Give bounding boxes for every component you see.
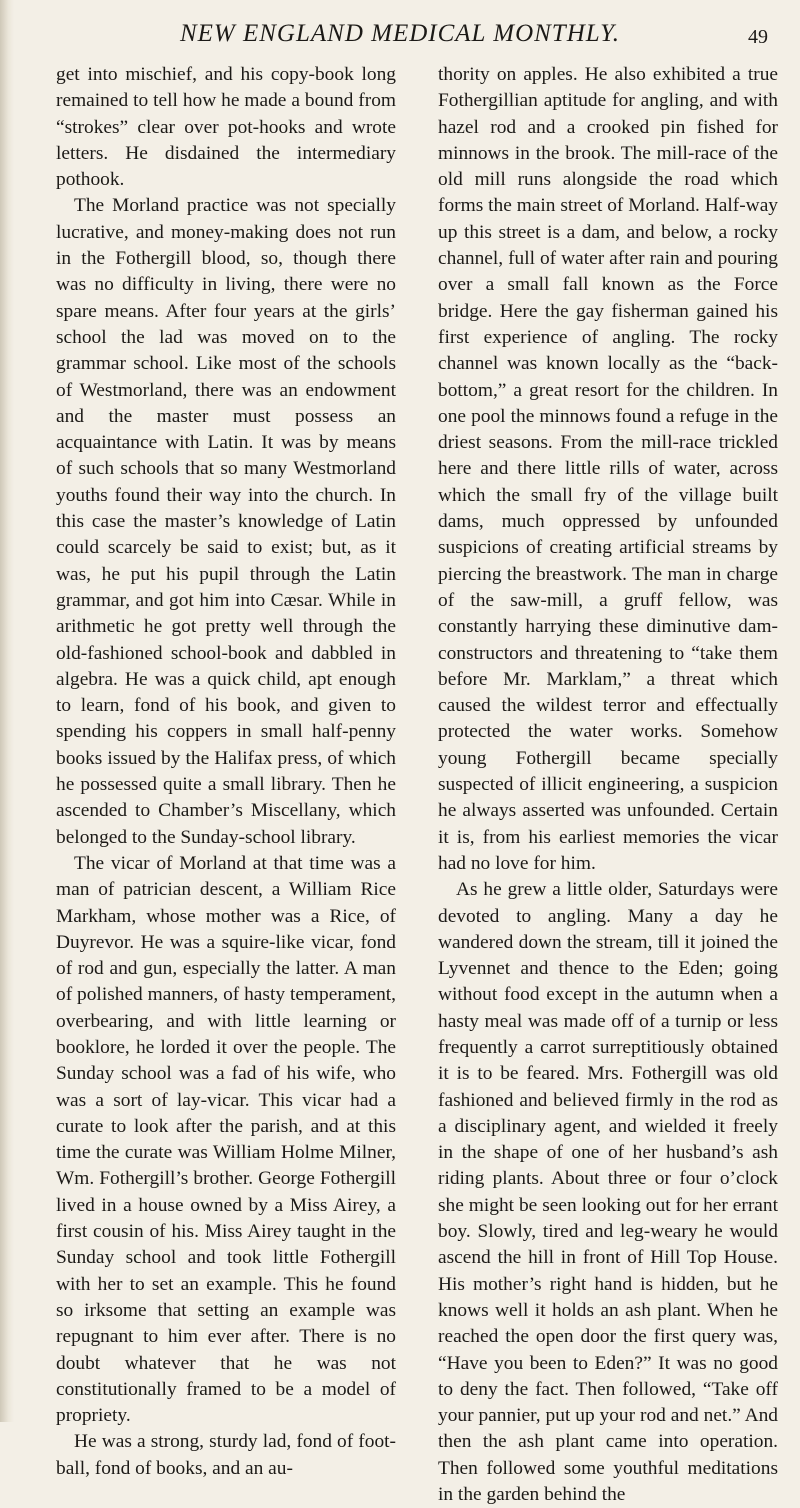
paragraph: He was a strong, sturdy lad, fond of foot-ball, fond of books, and an au- (56, 1431, 396, 1479)
page-number: 49 (748, 26, 768, 48)
right-column (438, 62, 778, 1508)
paragraph: get into mischief, and his copy-book long remained to tell how he made a bound from “strokes” clear over pot-hooks and wrote letters. He disdained the intermediary pothook. (56, 64, 396, 191)
paragraph: The Morland practice was not specially lucrative, and money-making does not run in the Fothergill blood, so, though there was no difficulty in living, there were no spare means. After four years at the girls’ school the lad was moved on to the grammar school. Like most of the schools of Westmorland, there was an endowment and the master must possess an acquaintance with Latin. It was by means of such schools that so many Westmorland youths found their way into the church. In this case the master’s knowledge of Latin could scarcely be said to exist; but, as it was, he put his pupil through the Latin grammar, and got him into Cæsar. While in arithmetic he got pretty well through the old-fashioned school-book and dabbled in algebra. He was a quick child, apt enough to learn, fond of his book, and given to spending his coppers in small half-penny books issued by the Halifax press, of which he possessed quite a small library. Then he ascended to Chamber’s Miscellany, which belonged to the Sunday-school library. (56, 195, 396, 848)
page-header (0, 20, 800, 60)
paragraph: The vicar of Morland at that time was a man of patrician descent, a William Rice Markham, whose mother was a Rice, of Duyrevor. He was a squire-like vicar, fond of rod and gun, especially the latter. A man of polished manners, of hasty temperament, overbearing, and with little learning or booklore, he lorded it over the people. The Sunday school was a fad of his wife, who was a sort of lay-vicar. This vicar had a curate to look after the parish, and at this time the curate was William Holme Milner, Wm. Fothergill’s brother. George Fothergill lived in a house owned by a Miss Airey, a first cousin of his. Miss Airey taught in the Sunday school and took little Fothergill with her to set an example. This he found so irksome that setting an example was repugnant to him ever after. There is no doubt whatever that he was not constitutionally framed to be a model of propriety. (56, 852, 396, 1427)
left-column (56, 62, 396, 1482)
paragraph: As he grew a little older, Saturdays were devoted to angling. Many a day he wandered down the stream, till it joined the Lyvennet and thence to the Eden; going without food except in the autumn when a hasty meal was made off of a turnip or less frequently a carrot surreptitiously obtained it is to be feared. Mrs. Fothergill was old fashioned and believed firmly in the rod as a disciplinary agent, and wielded it freely in the shape of one of her husband’s ash riding plants. About three or four o’clock she might be seen looking out for her errant boy. Slowly, tired and leg-weary he would ascend the hill in front of Hill Top House. His mother’s right hand is hidden, but he knows well it holds an ash plant. When he reached the open door the first query was, “Have you been to Eden?” It was no good to deny the fact. Then followed, “Take off your pannier, put up your rod and net.” And then the ash plant came into operation. Then followed some youthful meditations in the garden behind the (438, 879, 778, 1506)
running-title: NEW ENGLAND MEDICAL MONTHLY. (179, 20, 621, 47)
page-binding-edge (0, 0, 14, 1422)
paragraph: thority on apples. He also exhibited a true Fothergillian aptitude for angling, and with hazel rod and a crooked pin fished for minnows in the brook. The mill-race of the old mill runs alongside the road which forms the main street of Morland. Half-way up this street is a dam, and below, a rocky channel, full of water after rain and pouring over a small fall known as the Force bridge. Here the gay fisherman gained his first experience of angling. The rocky channel was known locally as the “back-bottom,” a great resort for the children. In one pool the minnows found a refuge in the driest seasons. From the mill-race trickled here and there little rills of water, across which the small fry of the village built dams, much oppressed by unfounded suspicions of creating artificial streams by piercing the breastwork. The man in charge of the saw-mill, a gruff fellow, was constantly harrying these diminutive dam-constructors and threatening to “take them before Mr. Marklam,” a threat which caused the wildest terror and effectually protected the water works. Somehow young Fothergill became specially suspected of illicit engineering, a suspicion he always asserted was unfounded. Certain it is, from his earliest memories the vicar had no love for him. (438, 64, 778, 874)
